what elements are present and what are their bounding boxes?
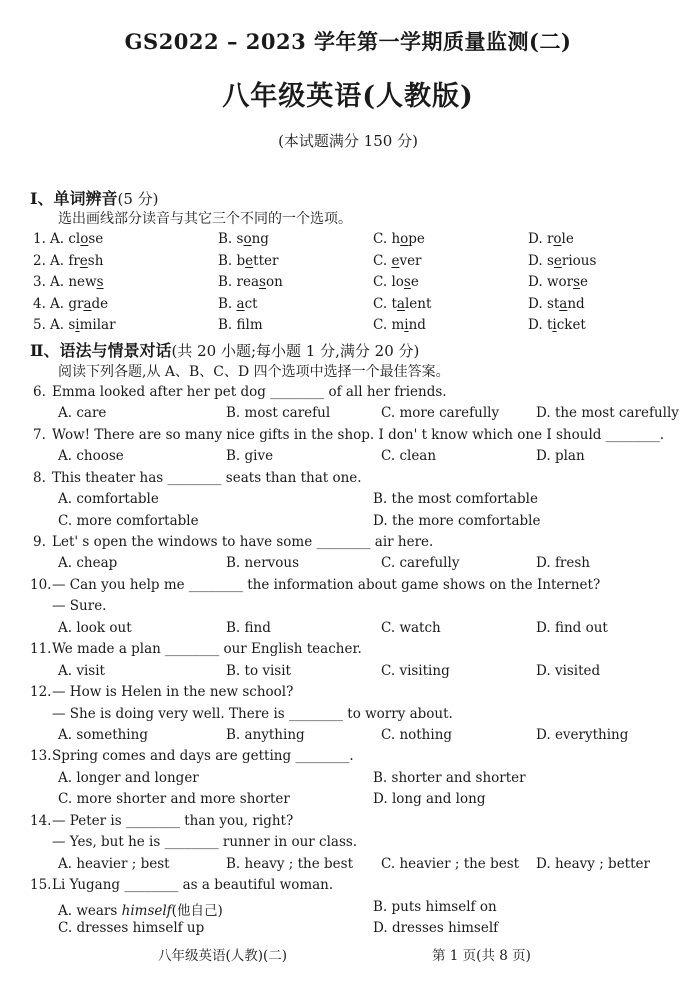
question-number: 10. — [30, 577, 52, 593]
option — [381, 663, 450, 679]
option-text: more shorter and more shorter — [76, 791, 290, 807]
option — [218, 296, 258, 312]
option-word-start: st — [546, 296, 560, 312]
option-letter: C. — [58, 513, 77, 529]
option-word-end: milar — [79, 317, 116, 333]
option-letter: D. — [373, 513, 392, 529]
underlined-letters: e — [553, 253, 562, 269]
option-letter: B. — [373, 770, 392, 786]
option-letter: D. — [528, 253, 547, 269]
option-text: nervous — [244, 555, 300, 571]
section-2-points: (共 20 小题;每小题 1 分,满分 20 分) — [171, 342, 420, 360]
option — [58, 727, 148, 743]
score-note: (本试题满分 150 分) — [278, 132, 418, 150]
question-number: 6. — [33, 384, 46, 400]
option-word-end: e — [580, 274, 589, 290]
option-text: visiting — [399, 663, 450, 679]
option-letter: A. — [50, 231, 69, 247]
option — [536, 663, 600, 679]
option-word-end: lm — [245, 317, 263, 333]
option — [373, 920, 498, 936]
option-word-end: on — [265, 274, 283, 290]
option — [536, 555, 590, 571]
option-letter: A. — [58, 903, 77, 919]
option-text: fresh — [554, 555, 590, 571]
option-text: give — [244, 448, 274, 464]
option-letter: D. — [528, 317, 547, 333]
section-2-instruction: 阅读下列各题,从 A、B、C、D 四个选项中选择一个最佳答案。 — [58, 364, 450, 380]
underlined-letters: o — [80, 231, 89, 247]
option-word-start: s — [68, 317, 76, 333]
option-letter: D. — [528, 231, 547, 247]
question-text: Li Yugang ________ as a beautiful woman. — [52, 877, 334, 893]
option-word-start: rea — [236, 274, 260, 290]
option — [226, 555, 299, 571]
option — [58, 856, 170, 872]
question-text: Spring comes and days are getting ________. — [52, 748, 354, 764]
option-text: long and long — [391, 791, 486, 807]
underlined-letters: o — [553, 231, 562, 247]
option-text: find — [244, 620, 271, 636]
exam-title: GS2022 – 2023 学年第一学期质量监测(二) — [124, 29, 572, 54]
question-text: This theater has ________ seats than that one. — [52, 470, 362, 486]
option-letter: D. — [373, 920, 392, 936]
option-letter: D. — [536, 663, 555, 679]
option — [58, 555, 117, 571]
option-text: something — [76, 727, 148, 743]
option — [373, 791, 485, 807]
section-1-points: (5 分) — [117, 190, 159, 208]
question-number: 5. — [33, 317, 46, 333]
section-1-title: Ⅰ、单词辨音 — [30, 189, 118, 208]
option — [373, 491, 538, 507]
question-text: — Yes, but he is ________ runner in our class. — [52, 834, 358, 850]
option-text: care — [76, 405, 107, 421]
option — [373, 231, 425, 247]
option-text: find out — [554, 620, 608, 636]
option-letter: D. — [536, 620, 555, 636]
option-letter: A. — [58, 491, 77, 507]
question-text: — She is doing very well. There is ________ to worry about. — [52, 706, 453, 722]
question-number: 15. — [30, 877, 52, 893]
option-word-start: gr — [68, 296, 84, 312]
option-letter: A. — [58, 663, 77, 679]
option-word-end: e — [410, 274, 419, 290]
underlined-letters: i — [404, 317, 409, 333]
option-text: heavier ; best — [76, 856, 170, 872]
option-text: the most carefully — [554, 405, 679, 421]
question-number: 14. — [30, 813, 52, 829]
underlined-letters: s — [403, 274, 411, 290]
option-word-end: se — [88, 231, 104, 247]
option-word-end: lent — [404, 296, 432, 312]
option-word-start: t — [391, 296, 397, 312]
option-text: dresses himself up — [76, 920, 205, 936]
option-word-end: ng — [251, 231, 269, 247]
question-number: 2. — [33, 253, 46, 269]
option-text: choose — [76, 448, 124, 464]
option-letter: D. — [536, 555, 555, 571]
option-letter: A. — [58, 555, 77, 571]
option-text: look out — [76, 620, 132, 636]
option-letter: D. — [536, 856, 555, 872]
option — [528, 317, 586, 333]
option-word-end: pe — [408, 231, 425, 247]
option — [536, 856, 650, 872]
option — [373, 253, 422, 269]
option-word-start: cl — [68, 231, 81, 247]
option-text: comfortable — [76, 491, 159, 507]
option-letter: C. — [381, 555, 400, 571]
option-text: plan — [554, 448, 585, 464]
option-text: more comfortable — [76, 513, 199, 529]
option-letter: B. — [226, 405, 245, 421]
option — [226, 727, 305, 743]
question-text: Wow! There are so many nice gifts in the shop. I don' t know which one I should ________. — [52, 427, 664, 443]
option-letter: D. — [528, 274, 547, 290]
section-1-heading — [30, 186, 159, 209]
option-word-end: nd — [408, 317, 426, 333]
option-letter: C. — [373, 231, 392, 247]
option-text: cheap — [76, 555, 118, 571]
option — [218, 317, 263, 333]
question-text: — Can you help me ________ the information about game shows on the Internet? — [52, 577, 601, 593]
option-letter: C. — [373, 274, 392, 290]
underlined-letters: a — [559, 296, 568, 312]
underlined-letters: s — [96, 274, 104, 290]
question-text: Emma looked after her pet dog ________ of all her friends. — [52, 384, 447, 400]
option — [50, 274, 104, 290]
option — [536, 448, 585, 464]
option — [528, 296, 585, 312]
option-text: heavy ; better — [554, 856, 650, 872]
question-text: — Sure. — [52, 598, 107, 614]
option-text: shorter and shorter — [391, 770, 526, 786]
option — [58, 791, 290, 807]
option-letter: A. — [58, 448, 77, 464]
question-text: We made a plan ________ our English teacher. — [52, 641, 362, 657]
option — [58, 620, 132, 636]
option — [381, 405, 499, 421]
option-letter: B. — [226, 448, 245, 464]
option-letter: A. — [58, 856, 77, 872]
option-letter: A. — [58, 727, 77, 743]
option — [373, 770, 526, 786]
option-letter: C. — [381, 448, 400, 464]
underlined-letters: e — [79, 253, 88, 269]
option-letter: C. — [373, 253, 392, 269]
option-word-start: s — [546, 253, 554, 269]
option-text: clean — [399, 448, 437, 464]
option-letter: B. — [373, 899, 392, 915]
question-number: 4. — [33, 296, 46, 312]
option-letter: B. — [373, 491, 392, 507]
option — [536, 727, 628, 743]
option-word-start: r — [546, 231, 554, 247]
option-word-end: ver — [399, 253, 422, 269]
option-word-end: tter — [253, 253, 279, 269]
underlined-letters: i — [75, 317, 80, 333]
section-2-title: Ⅱ、语法与情景对话 — [30, 341, 172, 360]
underlined-letters: a — [83, 296, 92, 312]
option — [373, 513, 541, 529]
option-word-start: wor — [546, 274, 574, 290]
option-text: heavy ; the best — [244, 856, 354, 872]
option — [58, 513, 199, 529]
section-1-instruction: 选出画线部分读音与其它三个不同的一个选项。 — [58, 211, 352, 227]
option — [528, 274, 588, 290]
option-text: longer and longer — [76, 770, 199, 786]
option-letter: C. — [58, 920, 77, 936]
option — [50, 231, 103, 247]
option-word-start: new — [68, 274, 97, 290]
option-letter: C. — [373, 317, 392, 333]
option — [50, 253, 103, 269]
option — [528, 231, 574, 247]
option — [226, 663, 291, 679]
option-letter: B. — [226, 663, 245, 679]
underlined-letters: e — [245, 253, 254, 269]
question-number: 8. — [33, 470, 46, 486]
option — [381, 856, 519, 872]
option-letter: A. — [58, 770, 77, 786]
underlined-letters: i — [552, 317, 557, 333]
option — [58, 405, 106, 421]
option — [536, 620, 608, 636]
option-text: most careful — [244, 405, 331, 421]
option-text: heavier ; the best — [399, 856, 520, 872]
option — [58, 920, 204, 936]
underlined-letters: o — [243, 231, 252, 247]
option-text: to visit — [244, 663, 291, 679]
option-word-end: rious — [561, 253, 597, 269]
footer-page-number: 第 1 页(共 8 页) — [432, 948, 531, 964]
option-gloss: (他自己) — [171, 903, 223, 919]
option-word-end: nd — [567, 296, 585, 312]
option-text: visit — [76, 663, 105, 679]
option — [373, 274, 419, 290]
option-word-start: b — [236, 253, 246, 269]
option — [373, 899, 497, 915]
option — [373, 296, 431, 312]
option — [381, 620, 441, 636]
option — [50, 296, 108, 312]
option-text: visited — [554, 663, 601, 679]
option-text: watch — [399, 620, 441, 636]
question-number: 1. — [33, 231, 46, 247]
question-number: 7. — [33, 427, 46, 443]
option — [58, 770, 199, 786]
option-letter: B. — [218, 253, 237, 269]
option — [381, 727, 452, 743]
underlined-letters: s — [573, 274, 581, 290]
option — [226, 856, 353, 872]
option-letter: B. — [218, 296, 237, 312]
option-letter: C. — [381, 727, 400, 743]
underlined-letters: a — [396, 296, 405, 312]
question-number: 11. — [30, 641, 52, 657]
option-text: puts himself on — [391, 899, 497, 915]
question-number: 12. — [30, 684, 52, 700]
section-2-heading — [30, 338, 419, 361]
question-number: 13. — [30, 748, 52, 764]
option — [58, 448, 124, 464]
option-word-start: m — [391, 317, 405, 333]
option — [381, 448, 436, 464]
option-word-start: h — [391, 231, 401, 247]
option-letter: A. — [50, 253, 69, 269]
option — [226, 448, 273, 464]
option-text: anything — [244, 727, 305, 743]
option-letter: A. — [50, 274, 69, 290]
exam-subtitle: 八年级英语(人教版) — [222, 81, 474, 112]
option-letter: B. — [226, 856, 245, 872]
option-letter: C. — [58, 791, 77, 807]
option-letter: A. — [58, 405, 77, 421]
option-text: the most comfortable — [391, 491, 538, 507]
footer-course: 八年级英语(人教)(二) — [158, 948, 288, 964]
underlined-letters: a — [236, 296, 245, 312]
option-text: more carefully — [399, 405, 500, 421]
option-word-end: de — [91, 296, 109, 312]
option-letter: C. — [373, 296, 392, 312]
option-text: carefully — [399, 555, 460, 571]
option-letter: D. — [536, 448, 555, 464]
option-letter: C. — [381, 405, 400, 421]
option-text: wears — [76, 903, 122, 919]
option-letter: D. — [528, 296, 547, 312]
option-word-end: ct — [244, 296, 258, 312]
option-letter: B. — [226, 620, 245, 636]
option — [218, 231, 269, 247]
question-text: Let' s open the windows to have some ________ air here. — [52, 534, 434, 550]
underlined-letters: s — [259, 274, 266, 290]
underlined-letters: e — [391, 253, 400, 269]
option — [226, 620, 271, 636]
option-text: nothing — [399, 727, 453, 743]
option — [226, 405, 330, 421]
option-letter: B. — [218, 231, 237, 247]
option-letter: A. — [58, 620, 77, 636]
option-text: everything — [554, 727, 629, 743]
question-number: 9. — [33, 534, 46, 550]
question-text: — Peter is ________ than you, right? — [52, 813, 294, 829]
option-letter: B. — [218, 317, 237, 333]
option-letter: B. — [226, 555, 245, 571]
option-letter: C. — [381, 620, 400, 636]
option-text-italic: himself — [121, 903, 172, 919]
option-text: the more comfortable — [391, 513, 541, 529]
question-text: — How is Helen in the new school? — [52, 684, 294, 700]
option — [50, 317, 116, 333]
option — [373, 317, 426, 333]
option-letter: A. — [50, 317, 69, 333]
question-number: 3. — [33, 274, 46, 290]
option-word-start: fr — [68, 253, 80, 269]
option — [58, 491, 159, 507]
option-word-end: le — [561, 231, 574, 247]
option — [58, 663, 105, 679]
option — [218, 274, 283, 290]
option-word-start: t — [546, 317, 553, 333]
option — [381, 555, 459, 571]
underlined-letters: o — [400, 231, 409, 247]
option-letter: B. — [226, 727, 245, 743]
option-letter: A. — [50, 296, 69, 312]
option-letter: D. — [536, 405, 555, 421]
option-letter: D. — [373, 791, 392, 807]
option-word-start: f — [236, 317, 246, 333]
option — [528, 253, 596, 269]
option — [536, 405, 679, 421]
option — [218, 253, 278, 269]
option-word-end: cket — [556, 317, 586, 333]
option-word-end: sh — [87, 253, 104, 269]
option-word-start: s — [236, 231, 244, 247]
option — [58, 899, 223, 919]
option-text: dresses himself — [391, 920, 499, 936]
option-letter: C. — [381, 663, 400, 679]
option-word-start: lo — [391, 274, 404, 290]
option-letter: C. — [381, 856, 400, 872]
option-letter: B. — [218, 274, 237, 290]
option-letter: D. — [536, 727, 555, 743]
